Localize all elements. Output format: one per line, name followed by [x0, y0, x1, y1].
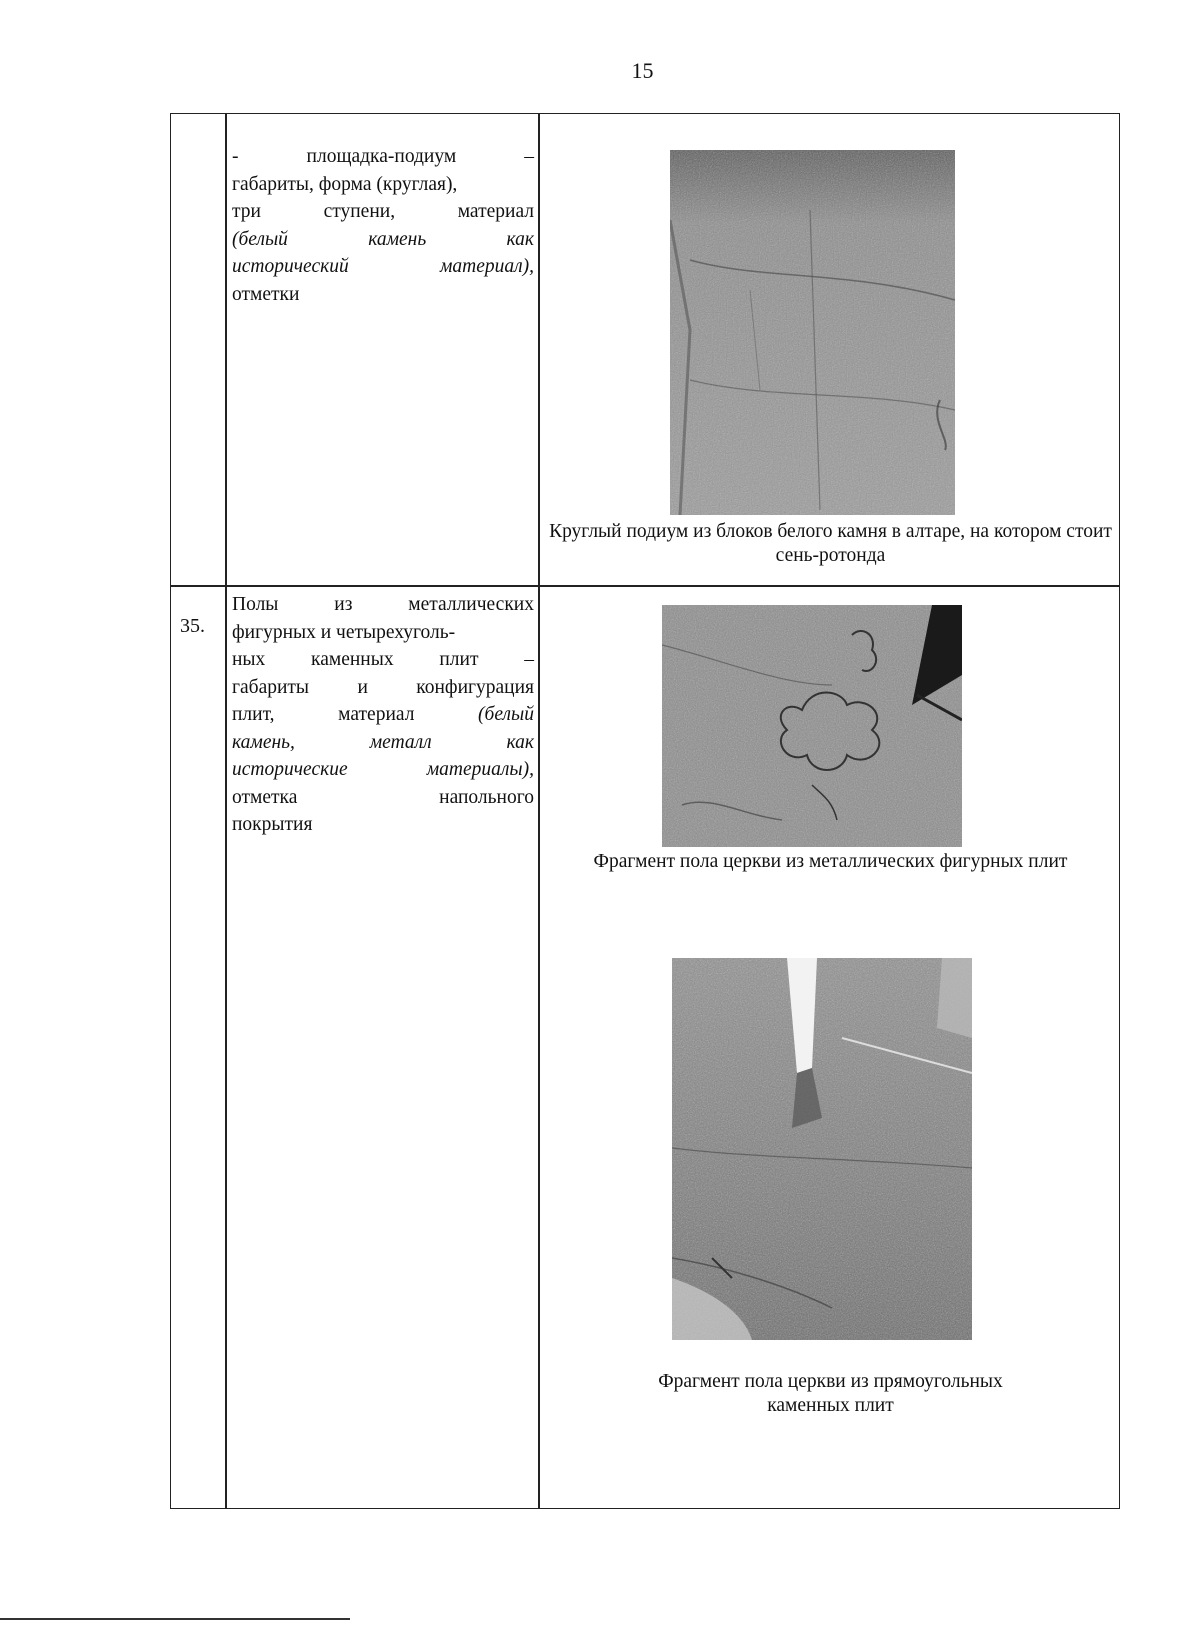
row-description: [232, 591, 534, 839]
description-line: отметки: [232, 283, 300, 305]
description-line: исторические материалы),: [232, 759, 534, 780]
page-number: 15: [631, 58, 654, 83]
row-divider: [170, 585, 1120, 587]
photo-caption: Фрагмент пола церкви из прямоугольных каменных плит: [658, 1371, 1003, 1416]
description-line: габариты и конфигурация: [232, 676, 534, 698]
description-line: исторический материал),: [232, 256, 534, 277]
photo-caption: Фрагмент пола церкви из металлических фигурных плит: [593, 851, 1068, 872]
column-divider-number: [225, 113, 227, 1509]
column-divider-description: [538, 113, 540, 1509]
footer-rule: [0, 1618, 350, 1620]
photo-round-podium: [670, 150, 955, 515]
photo-caption: Круглый подиум из блоков белого камня в алтаре, на котором стоит сень-ротонда: [549, 521, 1112, 566]
description-line: камень, металл как: [232, 731, 534, 753]
description-line: покрытия: [232, 814, 313, 835]
description-line: Полы из металлических: [232, 594, 534, 615]
description-line: плит, материал (белый: [232, 704, 534, 725]
description-line: фигурных и четырехуголь-: [232, 621, 456, 643]
photo-rectangular-stone-plates: [672, 958, 972, 1340]
description-line: отметка напольного: [232, 786, 534, 808]
row-number: 35.: [180, 615, 205, 637]
description-line: - площадка-подиум –: [232, 146, 534, 167]
description-line: ных каменных плит –: [232, 649, 534, 670]
photo-metal-figured-plates: [662, 605, 962, 847]
row-description: [232, 143, 534, 308]
description-line: (белый камень как: [232, 228, 534, 250]
description-line: три ступени, материал: [232, 201, 534, 222]
description-line: габариты, форма (круглая),: [232, 173, 458, 195]
